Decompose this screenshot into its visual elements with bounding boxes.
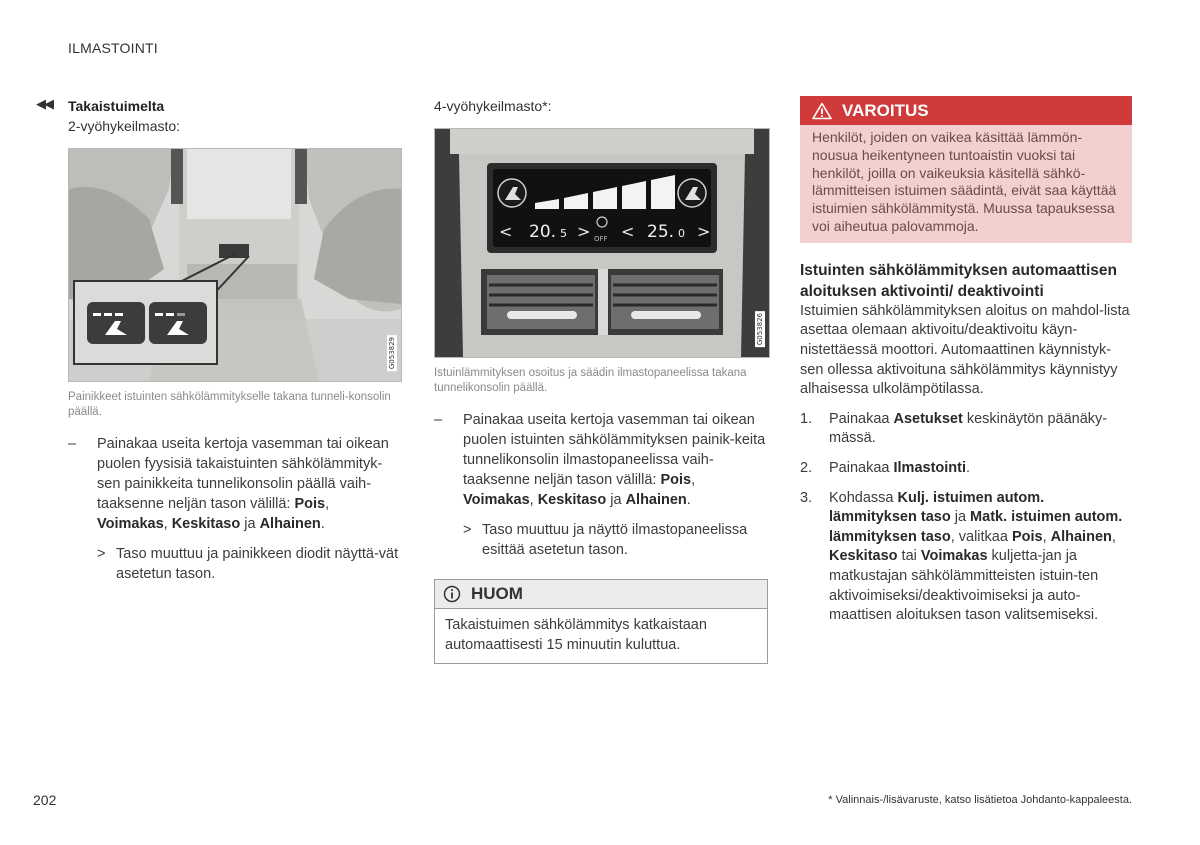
warning-triangle-icon	[812, 102, 832, 120]
step-text: kuljetta-jan ja matkustajan sähkölämmitteisten istuin-ten aktivoimiseksi/deaktivoimiseksi ja auto-maattisen aloituksen tason valitsemiseksi.	[829, 548, 1099, 624]
figure-code: G053826	[756, 312, 764, 345]
rear-climate-panel-illustration	[435, 129, 769, 357]
setting-driver-auto-level: Kulj. istuimen autom. lämmityksen taso	[829, 489, 1045, 526]
warning-text: Henkilöt, joiden on vaikea käsittää lämmön-nousua heikentyneen tuntoaistin vuoksi tai henkilöt, joilla on vaikeuksia käsitellä sähkö-lämmitteisen istuimen säädintä, eivät saa käyttää istuimien sähkölämmitystä. Muussa tapauksessa voi aiheutua palovammoja.	[800, 125, 1132, 243]
step-3	[800, 489, 1132, 626]
step-number: 3.	[800, 489, 813, 506]
menu-ilmastointi: Ilmastointi	[893, 459, 967, 476]
note-box	[434, 579, 768, 664]
section-title: Takaistuimelta	[68, 98, 165, 114]
result-item	[68, 544, 400, 584]
option-keskitaso: Keskitaso	[829, 548, 898, 565]
warning-header	[800, 96, 1132, 125]
back-arrows-icon: ◀◀	[36, 96, 52, 111]
separator: ,	[1111, 528, 1116, 545]
step-1	[800, 410, 1132, 449]
instruction-text: Painakaa useita kertoja vasemman tai oikean puolen fyysisiä takaistuinten sähkölämmityk-sen painikkeita tunnelikonsolin päällä vaih-taaksenne neljän tason välillä:	[97, 436, 389, 512]
column-two-zone	[36, 96, 400, 584]
option-alhainen: Alhainen	[625, 492, 687, 508]
left-temperature-decimal: 5	[560, 227, 567, 240]
separator: ,	[529, 492, 538, 508]
step-text: , valitkaa	[950, 528, 1012, 545]
instruction-item	[68, 434, 400, 534]
instruction-text: Painakaa useita kertoja vasemman tai oikean puolen istuinten sähkölämmityksen painik-keita tunnelikonsolin ilmastopaneelissa vaih-taaksenne neljän tason välillä:	[463, 412, 766, 488]
page-number: 202	[33, 792, 57, 808]
two-zone-subtitle: 2-vyöhykeilmasto:	[68, 118, 181, 134]
option-pois: Pois	[1011, 528, 1043, 545]
result-item	[434, 520, 768, 560]
step-text: Painakaa	[829, 410, 894, 427]
svg-text:>: >	[697, 222, 711, 241]
menu-asetukset: Asetukset	[893, 410, 963, 427]
option-voimakas: Voimakas	[463, 492, 530, 508]
option-pois: Pois	[660, 472, 692, 488]
result-arrow: >	[463, 522, 472, 538]
separator: ,	[325, 496, 330, 512]
option-keskitaso: Keskitaso	[171, 516, 241, 532]
note-text: Takaistuimen sähkölämmitys katkaistaan automaattisesti 15 minuutin kuluttua.	[445, 617, 707, 653]
period: .	[320, 516, 325, 532]
separator: ,	[163, 516, 172, 532]
bullet-dash: –	[434, 412, 443, 428]
fan-off-label: OFF	[594, 235, 608, 243]
figure-caption: Painikkeet istuinten sähkölämmitykselle takana tunneli-konsolin päällä.	[68, 391, 391, 418]
warning-box	[800, 96, 1132, 243]
step-text: Kohdassa	[829, 489, 898, 506]
chapter-header: ILMASTOINTI	[68, 40, 158, 56]
warning-title: VAROITUS	[842, 100, 929, 120]
right-temperature: 25.	[647, 222, 675, 242]
step-text: ja	[950, 509, 971, 526]
figure-code: G053829	[388, 336, 396, 369]
column-auto-start	[800, 96, 1132, 626]
svg-text:<: <	[621, 222, 635, 241]
note-title: HUOM	[471, 584, 523, 603]
option-keskitaso: Keskitaso	[537, 492, 607, 508]
step-number: 2.	[800, 459, 813, 476]
note-header	[435, 580, 767, 609]
intro-paragraph: Istuimien sähkölämmityksen aloitus on mahdol-lista asettaa olemaan aktivoitu/deaktivoitu käyn-nistettäessä moottori. Automaattinen käynnistyk-sen ollessa aktivoituna sähkölämmitys käynnistyy alhaisessa ulkolämpötilassa.	[800, 302, 1130, 398]
result-text: Taso muuttuu ja painikkeen diodit näyttä-vät asetetun tason.	[116, 546, 399, 582]
separator: tai	[897, 548, 921, 565]
option-alhainen: Alhainen	[259, 516, 321, 532]
result-arrow: >	[97, 546, 106, 562]
footnote: * Valinnais-/lisävaruste, katso lisätietoa Johdanto-kappaleesta.	[828, 794, 1132, 806]
rear-climate-panel-figure	[434, 128, 770, 358]
figure-caption: Istuinlämmityksen osoitus ja säädin ilmastopaneelissa takana tunnelikonsolin päällä.	[434, 367, 747, 394]
result-text: Taso muuttuu ja näyttö ilmastopaneelissa esittää asetetun tason.	[482, 522, 748, 558]
rear-console-buttons-figure	[68, 148, 402, 382]
period: .	[686, 492, 691, 508]
separator: ,	[691, 472, 696, 488]
svg-text:<: <	[499, 222, 513, 241]
option-pois: Pois	[294, 496, 326, 512]
right-temperature-decimal: 0	[678, 227, 685, 240]
separator: ,	[1042, 528, 1051, 545]
svg-text:>: >	[577, 222, 591, 241]
option-voimakas: Voimakas	[97, 516, 164, 532]
rear-console-illustration	[69, 149, 401, 381]
bullet-dash: –	[68, 436, 77, 452]
left-temperature: 20.	[529, 222, 557, 242]
option-alhainen: Alhainen	[1050, 528, 1112, 545]
info-icon	[443, 585, 461, 603]
step-text: Painakaa	[829, 459, 894, 476]
setting-passenger-auto-level: Matk. istuimen autom. lämmityksen taso	[829, 509, 1123, 545]
step-text: keskinäytön päänäky-mässä.	[829, 410, 1108, 447]
separator: ja	[240, 516, 260, 532]
separator: ja	[606, 492, 626, 508]
step-number: 1.	[800, 410, 813, 427]
column-four-zone	[434, 96, 768, 664]
step-text: .	[966, 459, 971, 476]
instruction-item	[434, 410, 768, 510]
step-2	[800, 459, 1132, 479]
option-voimakas: Voimakas	[920, 548, 988, 565]
section-heading: Istuinten sähkölämmityksen automaattisen aloituksen aktivointi/ deaktivointi	[800, 261, 1117, 300]
four-zone-subtitle: 4-vyöhykeilmasto*:	[434, 98, 552, 114]
